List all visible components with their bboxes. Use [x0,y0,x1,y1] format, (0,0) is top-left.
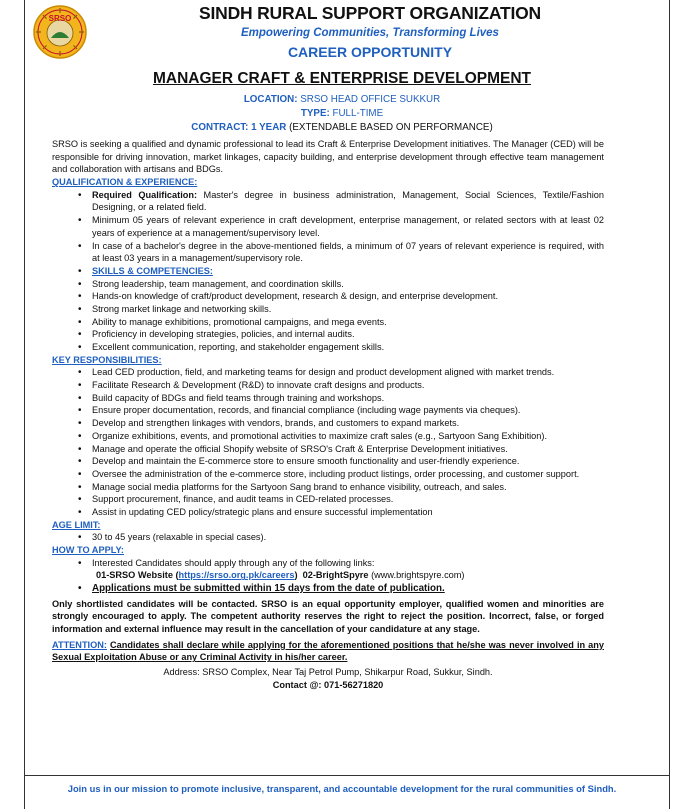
age-heading: AGE LIMIT: [52,519,101,530]
list-item: • Develop and maintain the E-commerce store to ensure smooth functionality and user-friendly experience. [78,455,604,468]
location-label: LOCATION: [243,94,298,105]
apply-list [78,557,604,570]
required-qualification-label: Required Qualification: [92,189,198,200]
age-list [78,531,604,544]
list-item: • Develop and strengthen linkages with vendors, brands, and customers to expand markets. [78,417,604,430]
list-item: • Support procurement, finance, and audit teams in CED-related processes. [78,493,604,506]
srso-website-label: 01-SRSO Website ( [96,570,179,581]
list-item: • Facilitate Research & Development (R&D) to innovate craft designs and products. [78,379,604,392]
location-value: SRSO HEAD OFFICE SUKKUR [300,94,441,105]
srso-logo [32,4,88,60]
type-line [0,108,684,120]
list-item [78,189,604,214]
qualification-list [78,189,604,265]
logo-text: SRSO [48,14,72,23]
header [90,3,650,61]
apply-deadline-list [78,582,604,596]
skills-heading: SKILLS & COMPETENCIES: [92,265,213,276]
attention-paragraph [52,639,604,664]
list-item: • Strong leadership, team management, and coordination skills. [78,278,604,291]
required-qualification-text: Master's degree in business administration, Management, Social Sciences, Textile/Fashion Designing, or a related field. [92,189,604,213]
apply-links [96,569,604,582]
type-value: FULL-TIME [332,108,384,119]
list-item: • Lead CED production, field, and marketing teams for design and product development aligned with market trends. [78,366,604,379]
skills-heading-row [78,265,604,278]
list-item: • Organize exhibitions, events, and promotional activities to maximize craft sales (e.g., Sartyoon Sang Exhibition). [78,430,604,443]
attention-text: Candidates shall declare while applying for the aforementioned positions that he/she was never involved in any Sexual Exploitation Abuse or any Criminal Activity in his/her career. [52,639,604,663]
contract-value: (EXTENDABLE BASED ON PERFORMANCE) [289,122,493,133]
list-item: • 30 to 45 years (relaxable in special cases). [78,531,604,544]
list-item: • Applications must be submitted within 15 days from the date of publication. [78,582,604,596]
list-item: • Oversee the administration of the e-commerce store, including product listings, order processing, and customer support. [78,468,604,481]
notice-paragraph: Only shortlisted candidates will be contacted. SRSO is an equal opportunity employer, qualified women and minorities are strongly encouraged to apply. The competent authority reserves the right to reject the position. Incorrect, false, or forged information and external influence may result in the cancellation of your candidature at any stage. [52,598,604,634]
list-item: • Assist in updating CED policy/strategic plans and ensure successful implementation [78,506,604,519]
list-item: • Build capacity of BDGs and field teams through training and workshops. [78,392,604,405]
career-heading: CAREER OPPORTUNITY [287,43,453,60]
responsibilities-heading: KEY RESPONSIBILITIES: [52,354,162,365]
location-line [0,94,684,106]
skills-heading-item [78,265,604,278]
list-item: • Proficiency in developing strategies, policies, and internal audits. [78,328,604,341]
list-item: • Ensure proper documentation, records, and financial compliance (including wage payments via cheques). [78,404,604,417]
list-item: • Excellent communication, reporting, and stakeholder engagement skills. [78,341,604,354]
responsibilities-list [78,366,604,518]
address: Address: SRSO Complex, Near Taj Petrol Pump, Shikarpur Road, Sukkur, Sindh. [163,667,493,678]
apply-heading: HOW TO APPLY: [52,545,124,555]
brightspyre-label: 02-BrightSpyre [302,570,369,581]
list-item: • Interested Candidates should apply through any of the following links: [78,557,604,570]
footer-mission: Join us in our mission to promote inclusive, transparent, and accountable development for the rural communities of Sindh. [67,783,617,794]
list-item: • In case of a bachelor's degree in the above-mentioned fields, a minimum of 07 years of relevant experience is required, with at least 03 years in a management/supervisory role. [78,240,604,265]
brightspyre-link[interactable]: (www.brightspyre.com) [371,570,465,581]
org-name: SINDH RURAL SUPPORT ORGANIZATION [199,3,541,23]
contract-line [0,122,684,134]
srso-website-close: ) [294,570,298,581]
list-item: • Minimum 05 years of relevant experience in craft development, enterprise management, or related sectors with at least 02 years of experience at a management/supervisory level. [78,214,604,239]
attention-label: ATTENTION: [52,639,107,650]
intro-paragraph: SRSO is seeking a qualified and dynamic professional to lead its Craft & Enterprise Development initiatives. The Manager (CED) will be responsible for driving innovation, market linkages, capacity building, and enterprise development through effective team management and collaboration with artisans and BDGs. [52,139,604,175]
qualification-heading: QUALIFICATION & EXPERIENCE: [52,177,198,188]
skills-list [78,278,604,354]
tagline: Empowering Communities, Transforming Lives [241,27,499,40]
list-item: • Hands-on knowledge of craft/product development, research & design, and enterprise development. [78,290,604,303]
list-item: • Ability to manage exhibitions, promotional campaigns, and mega events. [78,316,604,329]
footer-divider [24,775,670,776]
job-title: MANAGER CRAFT & ENTERPRISE DEVELOPMENT [152,70,532,87]
srso-careers-link[interactable]: https://srso.org.pk/careers [178,570,295,581]
type-label: TYPE: [300,108,330,119]
contact: Contact @: 071-56271820 [272,679,384,690]
job-description [52,138,604,691]
list-item: • Strong market linkage and networking skills. [78,303,604,316]
list-item: • Manage and operate the official Shopify website of SRSO's Craft & Enterprise Development initiatives. [78,443,604,456]
contract-label: CONTRACT: 1 YEAR [191,122,287,133]
list-item: • Manage social media platforms for the Sartyoon Sang brand to enhance visibility, outreach, and sales. [78,481,604,494]
